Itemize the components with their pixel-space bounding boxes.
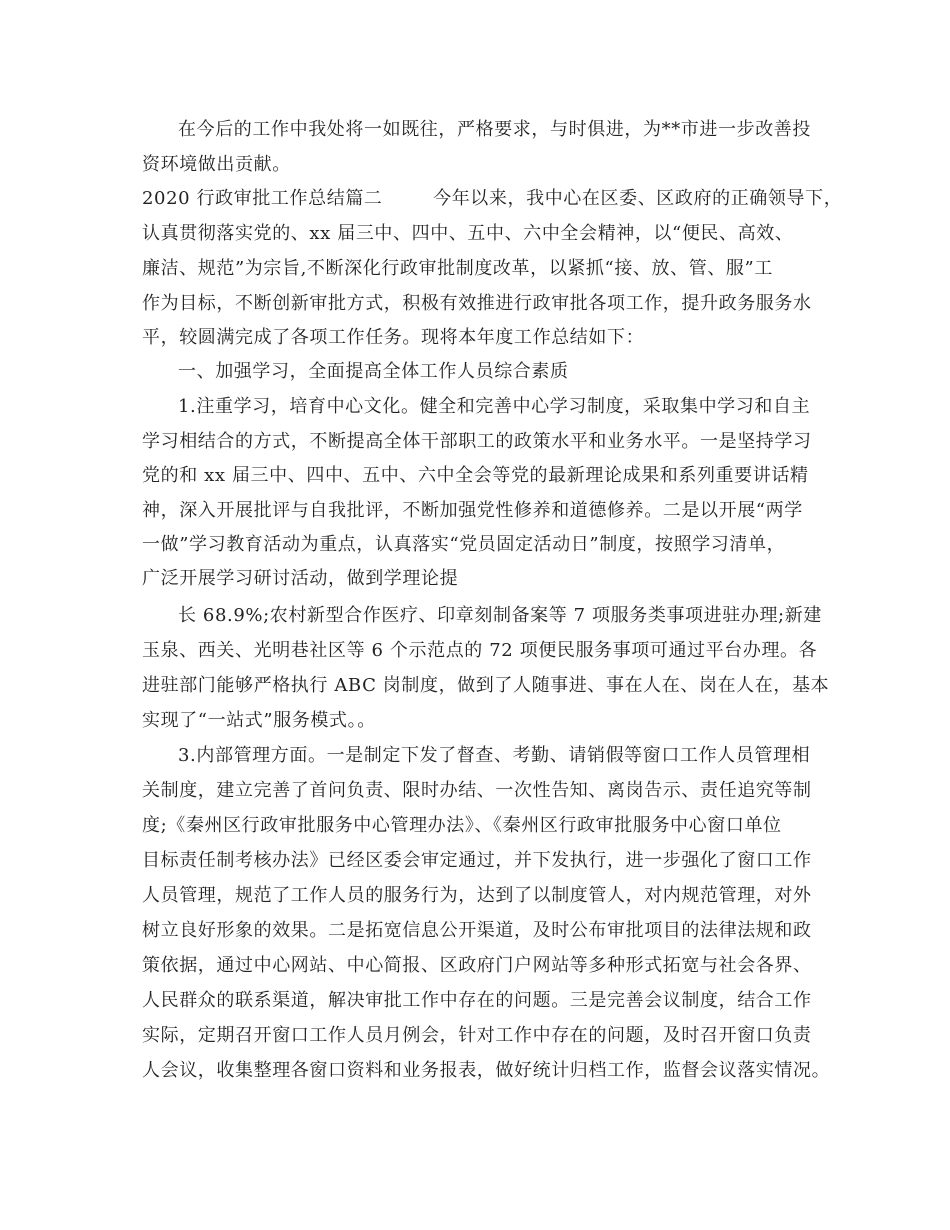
text-line: 党的和 xx 届三中、四中、五中、六中全会等党的最新理论成果和系列重要讲话精 xyxy=(142,465,809,486)
text-line: 度;《秦州区行政审批服务中心管理办法》、《秦州区行政审批服务中心窗口单位 xyxy=(142,815,782,836)
text-line: 神，深入开展批评与自我批评，不断加强党性修养和道德修养。二是以开展“两学 xyxy=(142,500,803,521)
text-line: 长 68.9%;农村新型合作医疗、印章刻制备案等 7 项服务类事项进驻办理;新建 xyxy=(178,605,822,626)
text-line: 广泛开展学习研讨活动，做到学理论提 xyxy=(142,568,459,589)
section-heading: 一、加强学习，全面提高全体工作人员综合素质 xyxy=(178,361,569,382)
text-line: 3.内部管理方面。一是制定下发了督查、考勤、请销假等窗口工作人员管理相 xyxy=(178,745,811,766)
text-line: 认真贯彻落实党的、xx 届三中、四中、五中、六中全会精神，以“便民、高效、 xyxy=(142,223,794,244)
text-line: 树立良好形象的效果。二是拓宽信息公开渠道，及时公布审批项目的法律法规和政 xyxy=(142,920,812,941)
text-line: 目标责任制考核办法》已经区委会审定通过，并下发执行，进一步强化了窗口工作 xyxy=(142,850,812,871)
text-line: 玉泉、西关、光明巷社区等 6 个示范点的 72 项便民服务事项可通过平台办理。各 xyxy=(142,640,818,661)
text-line: 策依据，通过中心网站、中心简报、区政府门户网站等多种形式拓宽与社会各界、 xyxy=(142,955,812,976)
text-line: 1.注重学习，培育中心文化。健全和完善中心学习制度，采取集中学习和自主 xyxy=(178,396,811,417)
text-line: 作为目标，不断创新审批方式，积极有效推进行政审批各项工作，提升政务服务水 xyxy=(142,293,812,314)
text-line: 进驻部门能够严格执行 ABC 岗制度，做到了人随事进、事在人在、岗在人在，基本 xyxy=(142,675,830,696)
text-line: 人员管理，规范了工作人员的服务行为，达到了以制度管人，对内规范管理，对外 xyxy=(142,885,812,906)
text-line: 在今后的工作中我处将一如既往，严格要求，与时俱进，为**市进一步改善投 xyxy=(178,119,811,140)
text-line: 学习相结合的方式，不断提高全体干部职工的政策水平和业务水平。一是坚持学习 xyxy=(142,431,812,452)
text-line: 一做”学习教育活动为重点，认真落实“党员固定活动日”制度，按照学习清单， xyxy=(142,534,786,555)
text-line: 关制度，建立完善了首问负责、限时办结、一次性告知、离岗告示、责任追究等制 xyxy=(142,780,812,801)
text-line: 人民群众的联系渠道，解决审批工作中存在的问题。三是完善会议制度，结合工作 xyxy=(142,990,812,1011)
text-line: 人会议，收集整理各窗口资料和业务报表，做好统计归档工作，监督会议落实情况。 xyxy=(142,1060,831,1081)
text-line: 实际，定期召开窗口工作人员月例会，针对工作中存在的问题，及时召开窗口负责 xyxy=(142,1025,812,1046)
text-line: 实现了“一站式”服务模式。。 xyxy=(142,710,376,731)
text-line: 廉洁、规范”为宗旨,不断深化行政审批制度改革，以紧抓“接、放、管、服”工 xyxy=(142,258,773,279)
text-line: 平，较圆满完成了各项工作任务。现将本年度工作总结如下： xyxy=(142,327,645,348)
text-line: 资环境做出贡献。 xyxy=(142,154,291,175)
heading-line: 2020 行政审批工作总结篇二 今年以来，我中心在区委、区政府的正确领导下， xyxy=(142,188,843,209)
